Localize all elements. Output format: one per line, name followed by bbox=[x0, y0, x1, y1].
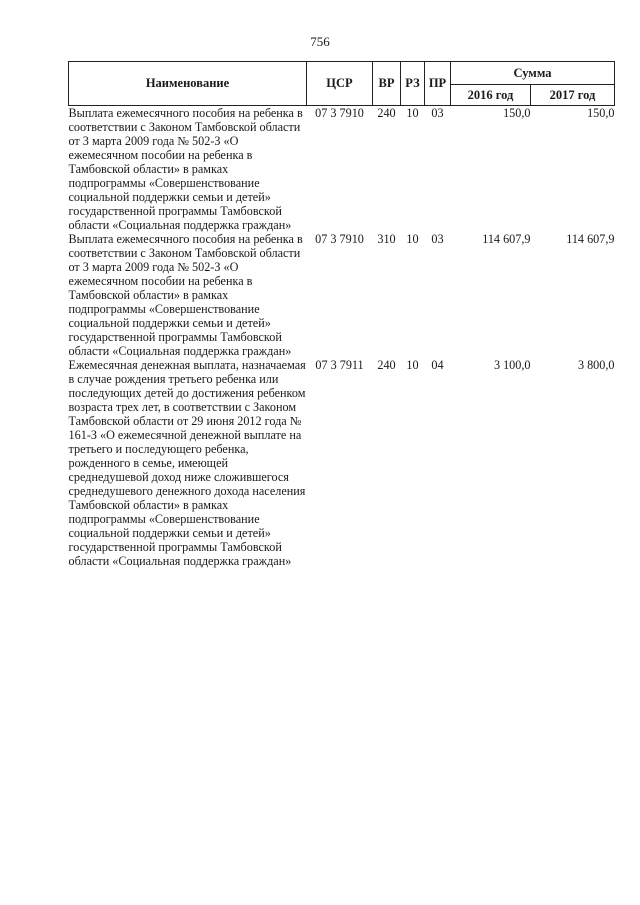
table-body bbox=[69, 106, 615, 569]
row-sum-2017: 114 607,9 bbox=[566, 232, 615, 246]
row-rz: 10 bbox=[406, 232, 419, 246]
row-pr: 03 bbox=[431, 232, 444, 246]
row-csr: 07 3 7911 bbox=[315, 358, 364, 372]
row-sum-2017: 3 800,0 bbox=[577, 358, 615, 372]
row-name: Выплата ежемесячного пособия на ребенка в соответствии с Законом Тамбовской области от 3 марта 2009 года № 502-З «О ежемесячном пособии на ребенка в Тамбовской области» в рамках подпрограммы «Совершенствование социальной поддержки семьи и детей» государственной программы Тамбовской области «Социальная поддержка граждан» bbox=[68, 106, 303, 232]
header-vr: ВР bbox=[373, 62, 401, 106]
header-pr: ПР bbox=[425, 62, 451, 106]
row-rz: 10 bbox=[406, 106, 419, 120]
row-vr: 240 bbox=[377, 106, 396, 120]
budget-table bbox=[68, 61, 615, 568]
table-row bbox=[69, 358, 615, 568]
header-name: Наименование bbox=[69, 62, 307, 106]
row-vr: 310 bbox=[377, 232, 396, 246]
row-sum-2016: 150,0 bbox=[503, 106, 531, 120]
row-vr: 240 bbox=[377, 358, 396, 372]
row-sum-2017: 150,0 bbox=[587, 106, 615, 120]
table-row bbox=[69, 232, 615, 358]
page-number: 756 bbox=[310, 34, 330, 49]
row-name-cell bbox=[69, 358, 307, 568]
row-sum-2016: 114 607,9 bbox=[482, 232, 531, 246]
row-name-cell bbox=[69, 232, 307, 358]
row-rz: 10 bbox=[406, 358, 419, 372]
header-sum: Сумма bbox=[451, 62, 615, 85]
row-pr: 04 bbox=[431, 358, 444, 372]
row-name-cell bbox=[69, 106, 307, 233]
table-header bbox=[69, 62, 615, 106]
row-csr: 07 3 7910 bbox=[315, 232, 364, 246]
header-year-2017: 2017 год bbox=[531, 85, 615, 106]
row-name: Выплата ежемесячного пособия на ребенка в соответствии с Законом Тамбовской области от 3 марта 2009 года № 502-З «О ежемесячном пособии на ребенка в Тамбовской области» в рамках подпрограммы «Совершенствование социальной поддержки семьи и детей» государственной программы Тамбовской области «Социальная поддержка граждан» bbox=[68, 232, 303, 358]
row-sum-2016: 3 100,0 bbox=[493, 358, 531, 372]
row-name: Ежемесячная денежная выплата, назначаемая в случае рождения третьего ребенка или последующих детей до достижения ребенком возраста трех лет, в соответствии с Законом Тамбовской области от 29 июня 2012 года № 161-З «О ежемесячной денежной выплате на третьего и последующего ребенка, рожденного в семье, имеющей среднедушевой доход ниже сложившегося среднедушевого денежного дохода населения Тамбовской области» в рамках подпрограммы «Совершенствование социальной поддержки семьи и детей» государственной программы Тамбовской области «Социальная поддержка граждан» bbox=[68, 358, 306, 568]
header-year-2016: 2016 год bbox=[451, 85, 531, 106]
row-pr: 03 bbox=[431, 106, 444, 120]
header-csr: ЦСР bbox=[307, 62, 373, 106]
row-csr: 07 3 7910 bbox=[315, 106, 364, 120]
table-row bbox=[69, 106, 615, 233]
header-rz: РЗ bbox=[401, 62, 425, 106]
